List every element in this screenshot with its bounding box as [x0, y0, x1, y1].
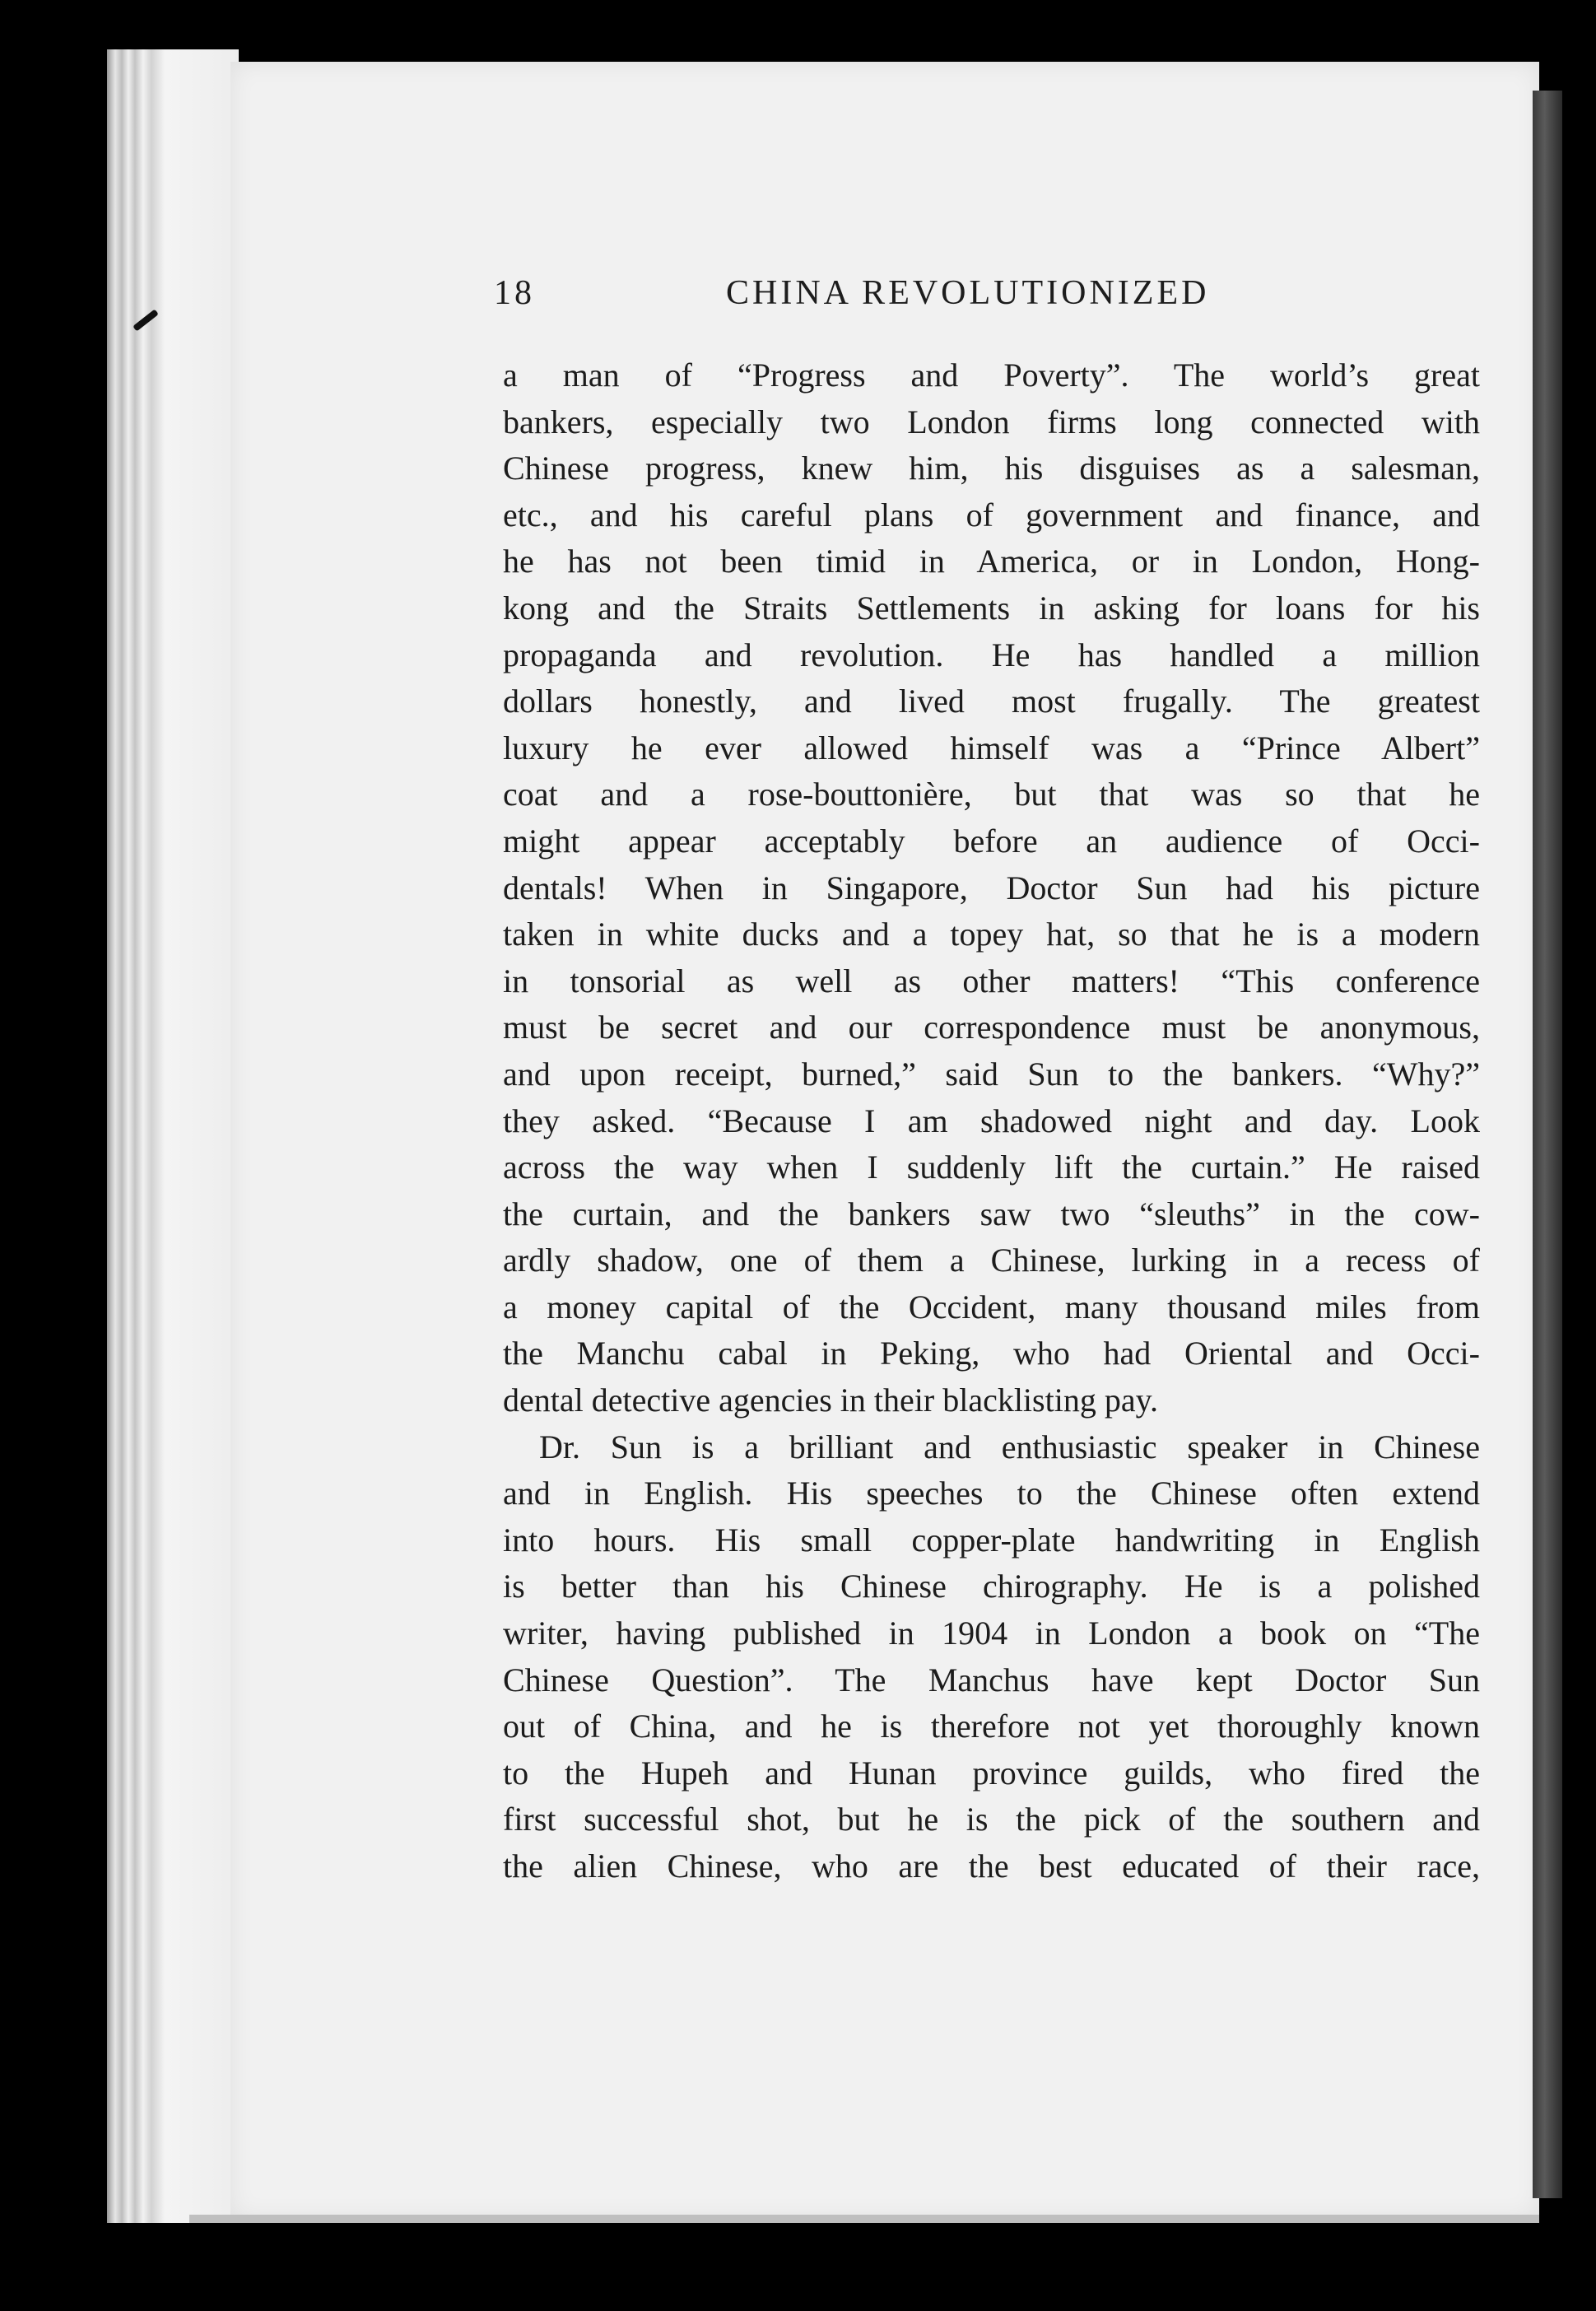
paragraph	[503, 352, 1480, 1424]
text-line: Chinese progress, knew him, his disguises as a salesman,	[503, 450, 1480, 487]
text-line: he has not been timid in America, or in London, Hong-	[503, 543, 1480, 580]
text-line: propaganda and revolution. He has handled a million	[503, 636, 1480, 673]
text-line: bankers, especially two London firms long connected with	[503, 403, 1480, 440]
text-line: the alien Chinese, who are the best educated of their race,	[503, 1847, 1480, 1885]
running-head	[494, 273, 1482, 323]
text-line: Dr. Sun is a brilliant and enthusiastic speaker in Chinese	[539, 1428, 1480, 1465]
page-right-edge	[1533, 91, 1562, 2198]
text-line: a money capital of the Occident, many thousand miles from	[503, 1288, 1480, 1326]
text-line: to the Hupeh and Hunan province guilds, who fired the	[503, 1754, 1480, 1791]
text-line: the Manchu cabal in Peking, who had Oriental and Occi-	[503, 1335, 1480, 1372]
text-line: in tonsorial as well as other matters! “This conference	[503, 962, 1480, 999]
text-line: coat and a rose-bouttonière, but that was so that he	[503, 776, 1480, 813]
text-line: into hours. His small copper-plate handwriting in English	[503, 1521, 1480, 1559]
paragraph	[503, 1424, 1480, 1890]
text-line: etc., and his careful plans of government and finance, and	[503, 496, 1480, 533]
text-line: must be secret and our correspondence must be anonymous,	[503, 1009, 1480, 1046]
text-line: taken in white ducks and a topey hat, so that he is a modern	[503, 916, 1480, 953]
text-line: kong and the Straits Settlements in asking for loans for his	[503, 589, 1480, 627]
text-line: out of China, and he is therefore not yet thoroughly known	[503, 1708, 1480, 1745]
page-bottom-edge	[189, 2215, 1539, 2223]
text-line: dollars honestly, and lived most frugally. The greatest	[503, 683, 1480, 720]
text-line: is better than his Chinese chirography. He is a polished	[503, 1568, 1480, 1605]
page-number: 18	[494, 274, 535, 312]
text-line: the curtain, and the bankers saw two “sleuths” in the cow-	[503, 1195, 1480, 1232]
text-line: and in English. His speeches to the Chinese often extend	[503, 1475, 1480, 1512]
text-line: they asked. “Because I am shadowed night and day. Look	[503, 1102, 1480, 1139]
text-line: writer, having published in 1904 in London a book on “The	[503, 1614, 1480, 1652]
text-line: first successful shot, but he is the pick of the southern and	[503, 1801, 1480, 1838]
body-text	[503, 352, 1480, 1890]
text-line: dental detective agencies in their blacklisting pay.	[503, 1381, 1158, 1419]
running-title: CHINA REVOLUTIONIZED	[726, 274, 1210, 312]
text-line: dentals! When in Singapore, Doctor Sun had his picture	[503, 869, 1480, 906]
text-line: ardly shadow, one of them a Chinese, lurking in a recess of	[503, 1242, 1480, 1279]
text-line: and upon receipt, burned,” said Sun to the bankers. “Why?”	[503, 1055, 1480, 1093]
text-line: a man of “Progress and Poverty”. The world’s great	[503, 356, 1480, 394]
text-line: luxury he ever allowed himself was a “Prince Albert”	[503, 729, 1480, 766]
text-line: Chinese Question”. The Manchus have kept Doctor Sun	[503, 1661, 1480, 1698]
page-stack-edges	[107, 49, 239, 2223]
text-line: might appear acceptably before an audience of Occi-	[503, 822, 1480, 860]
text-line: across the way when I suddenly lift the curtain.” He raised	[503, 1149, 1480, 1186]
